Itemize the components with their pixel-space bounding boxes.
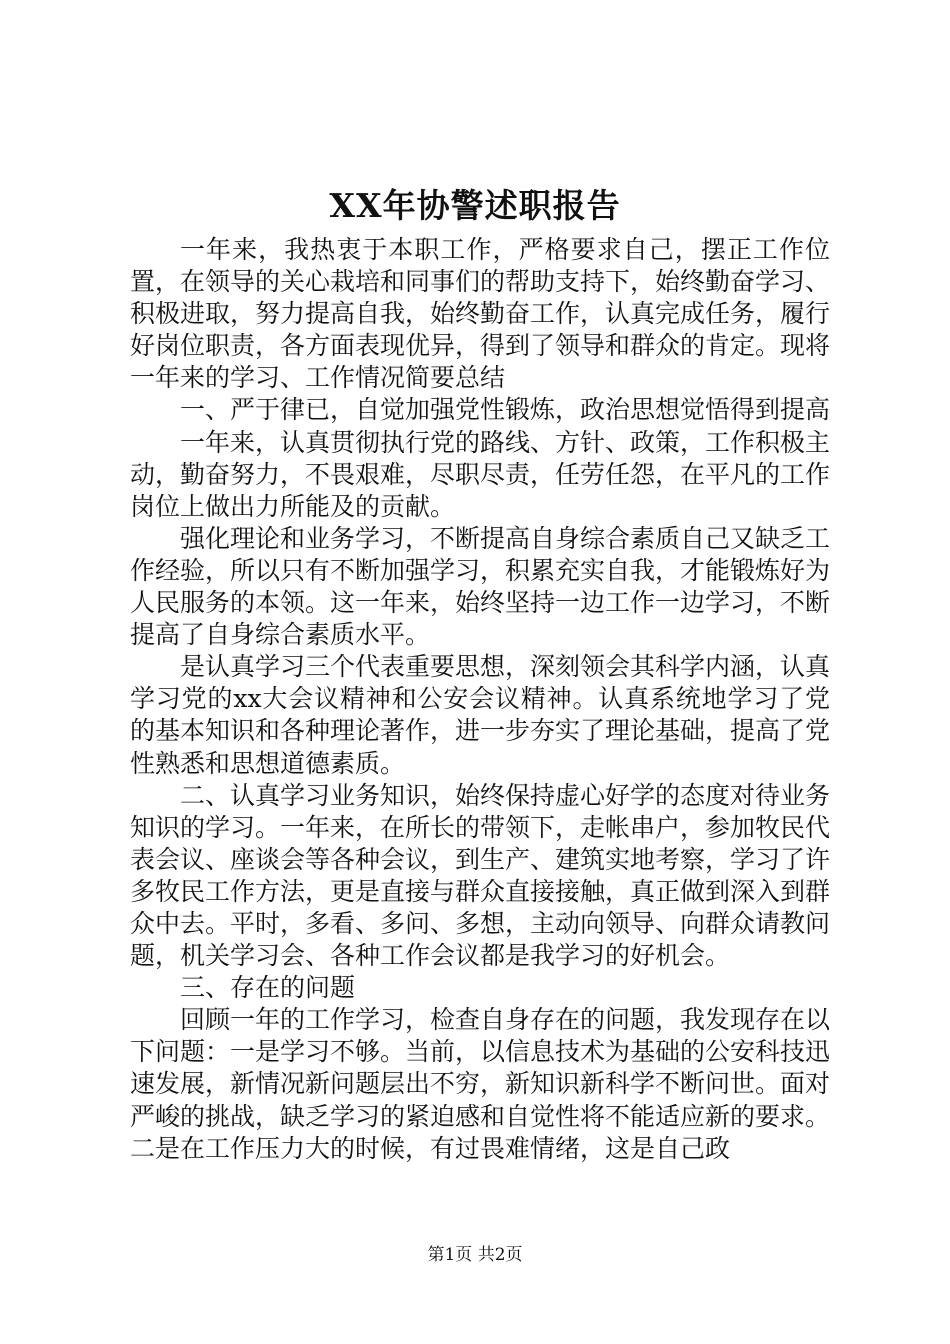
section-heading-1: 一、严于律已，自觉加强党性锻炼，政治思想觉悟得到提高 bbox=[180, 395, 831, 425]
paragraph: 一年来，认真贯彻执行党的路线、方针、政策，工作积极主动，勤奋努力，不畏艰难，尽职尽责，任劳任怨，在平凡的工作岗位上做出力所能及的贡献。 bbox=[130, 427, 831, 521]
paragraph: 是认真学习三个代表重要思想，深刻领会其科学内涵，认真学习党的xx大会议精神和公安会议精神。认真系统地学习了党的基本知识和各种理论著作，进一步夯实了理论基础，提高了党性熟悉和思想道德素质。 bbox=[130, 652, 831, 778]
section-heading-2: 二、认真学习业务知识，始终保持虚心好学的态度对待业务知识的学习。一年来，在所长的带领下，走帐串户，参加牧民代表会议、座谈会等各种会议，到生产、建筑实地考察，学习了许多牧民工作方法，更是直接与群众直接接触，真正做到深入到群众中去。平时，多看、多问、多想，主动向领导、向群众请教问题，机关学习会、各种工作会议都是我学习的好机会。 bbox=[130, 780, 831, 971]
page-number-footer: 第1页 共2页 bbox=[427, 1245, 523, 1265]
paragraph: 强化理论和业务学习，不断提高自身综合素质自己又缺乏工作经验，所以只有不断加强学习，积累充实自我，才能锻炼好为人民服务的本领。这一年来，始终坚持一边工作一边学习，不断提高了自身综合素质水平。 bbox=[130, 523, 831, 650]
document-body bbox=[130, 234, 830, 1165]
paragraph-intro: 一年来，我热衷于本职工作，严格要求自己，摆正工作位置，在领导的关心栽培和同事们的帮助支持下，始终勤奋学习、积极进取，努力提高自我，始终勤奋工作，认真完成任务，履行好岗位职责，各方面表现优异，得到了领导和群众的肯定。现将一年来的学习、工作情况简要总结 bbox=[130, 235, 831, 393]
document-title: XX年协警述职报告 bbox=[329, 186, 621, 225]
section-heading-3: 三、存在的问题 bbox=[180, 973, 356, 1003]
paragraph: 回顾一年的工作学习，检查自身存在的问题，我发现存在以下问题：一是学习不够。当前，以信息技术为基础的公安科技迅速发展，新情况新问题层出不穷，新知识新科学不断问世。面对严峻的挑战，缺乏学习的紧迫感和自觉性将不能适应新的要求。二是在工作压力大的时候，有过畏难情绪，这是自己政 bbox=[130, 1005, 831, 1163]
